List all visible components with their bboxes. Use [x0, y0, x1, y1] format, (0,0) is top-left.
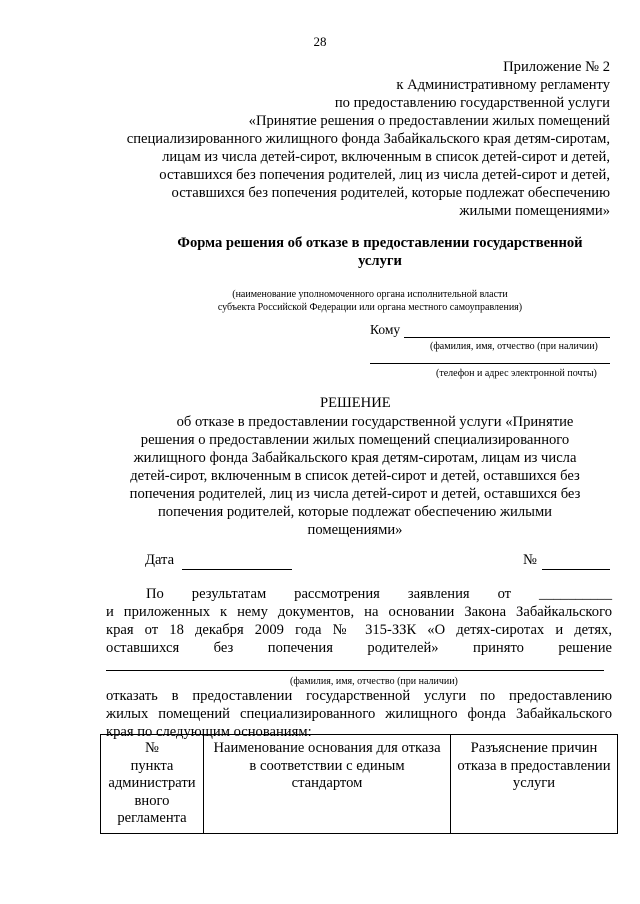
- refusal-grounds-table: [100, 734, 618, 834]
- number-label: №: [523, 552, 537, 568]
- table-header-explanation: [451, 735, 618, 834]
- form-title-line: услуги: [358, 253, 402, 269]
- decision-subject: [100, 413, 610, 539]
- header-line: отказа в предоставлении: [457, 757, 611, 774]
- header-line: пункта: [130, 757, 174, 774]
- applicant-name-caption: (фамилия, имя, отчество (при наличии): [290, 676, 458, 687]
- refusal-line: жилых помещений специализированного жилищного фонда Забайкальского: [106, 706, 612, 722]
- decision-subject-line: попечения родителей, лиц из числа детей-сирот и детей, оставшихся без: [129, 486, 581, 502]
- recipient-contact-caption: (телефон и адрес электронной почты): [436, 368, 597, 379]
- table-header-row: [101, 735, 618, 834]
- refusal-line: отказать в предоставлении государственной услуги по предоставлению: [106, 688, 612, 704]
- decision-subject-line: попечения родителей, которые подлежат обеспечению жилыми: [158, 504, 552, 520]
- authority-caption: [160, 288, 580, 314]
- form-title-line: Форма решения об отказе в предоставлении государственной: [177, 235, 583, 251]
- page-number: 28: [313, 34, 327, 49]
- appendix-line: по предоставлению государственной услуги: [334, 95, 610, 111]
- header-line: услуги: [512, 775, 556, 791]
- recipient-name-caption: (фамилия, имя, отчество (при наличии): [430, 341, 598, 352]
- header-line: администрати: [108, 775, 196, 791]
- header-line: в соответствии с единым: [249, 757, 405, 774]
- recipient-contact-line[interactable]: [370, 363, 610, 364]
- table-header-clause-number: [101, 735, 204, 834]
- decision-subject-line: детей-сирот, включенным в список детей-сирот и детей, оставшихся без: [130, 468, 580, 484]
- appendix-line: оставшихся без попечения родителей, лиц из числа детей-сирот и детей,: [159, 167, 610, 183]
- appendix-line: к Административному регламенту: [396, 77, 610, 93]
- header-line: Наименование основания для отказа: [213, 740, 441, 756]
- applicant-name-line[interactable]: [106, 670, 604, 671]
- decision-body: [106, 585, 612, 657]
- body-line: и приложенных к нему документов, на основании Закона Забайкальского: [106, 604, 612, 620]
- date-field-line[interactable]: [182, 569, 292, 570]
- authority-caption-line: (наименование уполномоченного органа исполнительной власти: [232, 289, 508, 300]
- header-line: №: [145, 740, 159, 756]
- appendix-line: Приложение № 2: [503, 59, 610, 75]
- decision-subject-line: жилищного фонда Забайкальского края детям-сиротам, лицам из числа: [133, 450, 577, 466]
- refusal-text: [106, 687, 612, 741]
- refusal-line: края по следующим основаниям:: [106, 724, 312, 740]
- appendix-line: «Принятие решения о предоставлении жилых помещений: [248, 113, 610, 129]
- date-label: Дата: [145, 552, 175, 568]
- form-title: [130, 234, 630, 270]
- header-line: регламента: [117, 810, 187, 826]
- appendix-line: оставшихся без попечения родителей, которые подлежат обеспечению: [171, 185, 610, 201]
- body-line: края от 18 декабря 2009 года № 315-ЗЗК «О детях-сиротах и детях,: [106, 622, 612, 638]
- body-line: По результатам рассмотрения заявления от __________: [146, 586, 612, 602]
- header-line: стандартом: [291, 775, 363, 791]
- recipient-name-line[interactable]: [404, 337, 610, 338]
- header-line: Разъяснение причин: [470, 740, 598, 756]
- recipient-label: Кому: [370, 322, 401, 337]
- appendix-line: специализированного жилищного фонда Забайкальского края детям-сиротам,: [126, 131, 610, 147]
- body-line: оставшихся без попечения родителей» принято решение: [106, 640, 612, 656]
- appendix-line: лицам из числа детей-сирот, включенным в список детей-сирот и детей,: [162, 149, 610, 165]
- appendix-header: [127, 58, 610, 220]
- number-field-line[interactable]: [542, 569, 610, 570]
- header-line: вного: [134, 792, 170, 809]
- authority-caption-line: субъекта Российской Федерации или органа местного самоуправления): [217, 302, 523, 313]
- decision-subject-line: решения о предоставлении жилых помещений специализированного: [140, 432, 570, 448]
- appendix-line: жилыми помещениями»: [459, 203, 610, 219]
- decision-subject-line: об отказе в предоставлении государственной услуги «Принятие: [176, 414, 574, 430]
- decision-heading: РЕШЕНИЕ: [320, 395, 391, 411]
- decision-subject-line: помещениями»: [307, 522, 403, 538]
- table-header-ground-name: [204, 735, 451, 834]
